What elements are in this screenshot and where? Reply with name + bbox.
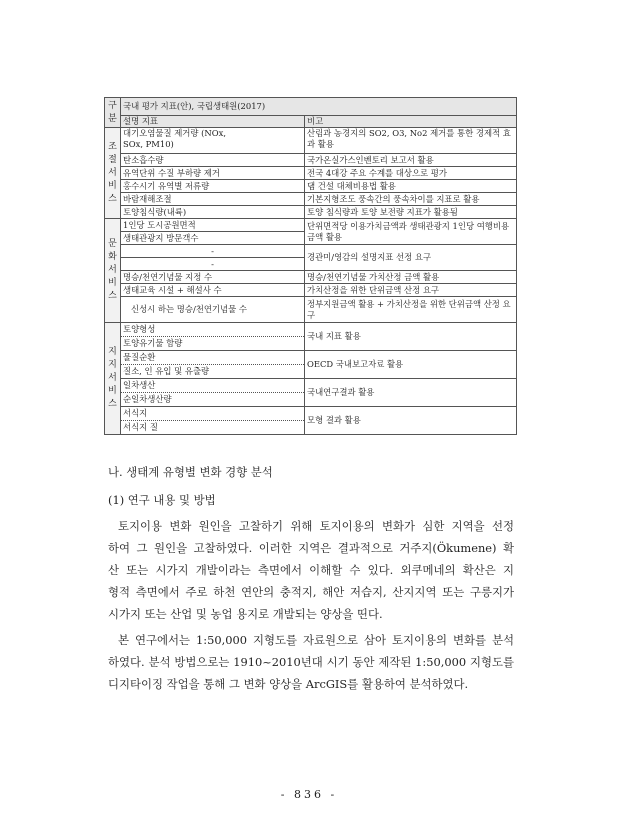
table-row <box>105 407 517 435</box>
note-cell: 국가온실가스인벤토리 보고서 활용 <box>305 154 517 167</box>
note-cell: 정부지원금액 활용 + 가치산정을 위한 단위금액 산정 요구 <box>305 297 517 323</box>
indicator-cell: 유역단위 수질 부하량 제거 <box>121 167 305 180</box>
indicator-main: 일차생산 <box>123 380 156 390</box>
column-header-indicator: 설명 지표 <box>121 116 305 128</box>
table-row <box>105 284 517 297</box>
note-cell: 경관미/영감의 설명지표 선정 요구 <box>305 245 517 271</box>
table-row <box>105 206 517 219</box>
paragraph-line: 하였다. 분석 방법으로는 1910~2010년대 시기 동안 제작된 1:50,000 지형도를 <box>108 655 514 669</box>
indicator-cell: 생태관광지 방문객수 <box>121 232 305 245</box>
note-cell: 가치산정을 위한 단위금액 산정 요구 <box>305 284 517 297</box>
table-row <box>105 297 517 323</box>
indicator-sub: 서식지 질 <box>121 420 304 434</box>
note-cell: 토양 침식량과 토양 보전량 지표가 활용됨 <box>305 206 517 219</box>
column-header-note: 비고 <box>305 116 517 128</box>
category-cultural: 문화서비스 <box>105 219 121 323</box>
category-supporting: 지지서비스 <box>105 323 121 435</box>
table-row <box>105 128 517 154</box>
indicator-cell: - <box>121 258 305 271</box>
indicator-main: 토양형성 <box>123 324 156 334</box>
indicator-cell <box>121 407 305 435</box>
section-heading: 나. 생태계 유형별 변화 경향 분석 <box>108 465 273 479</box>
table-row <box>105 351 517 379</box>
section-subheading: (1) 연구 내용 및 방법 <box>108 493 216 507</box>
table-row <box>105 167 517 180</box>
column-header-row <box>105 116 517 128</box>
table-row <box>105 154 517 167</box>
note-cell: 단위면적당 이용가치금액과 생태관광지 1인당 여행비용 금액 활용 <box>305 219 517 245</box>
table-row <box>105 245 517 258</box>
category-regulating: 조절서비스 <box>105 128 121 219</box>
note-cell: 국내연구결과 활용 <box>305 379 517 407</box>
indicator-cell: - <box>121 245 305 258</box>
table-title-row <box>105 98 517 116</box>
indicator-sub: 순일차생산량 <box>121 392 304 406</box>
indicator-cell: 바람재해조절 <box>121 193 305 206</box>
indicator-sub: 질소, 인 유입 및 유출량 <box>121 364 304 378</box>
category-header-cell <box>105 98 121 128</box>
paragraph-line: 형적 측면에서 주로 하천 연안의 충적지, 해안 저습지, 산지지역 또는 구릉지가 <box>108 585 514 599</box>
table-row <box>105 180 517 193</box>
indicator-cell <box>121 351 305 379</box>
paragraph-line: 산 또는 시가지 개발이라는 측면에서 이해할 수 있다. 외쿠메네의 확산은 지 <box>108 563 514 577</box>
note-cell: 전국 4대강 주요 수계를 대상으로 평가 <box>305 167 517 180</box>
indicator-main: 서식지 <box>123 408 148 418</box>
note-cell: OECD 국내보고자료 활용 <box>305 351 517 379</box>
paragraph-line: 하여 그 원인을 고찰하였다. 이러한 지역은 결과적으로 거주지(Ökumene) 확 <box>108 541 514 555</box>
indicator-cell: 1인당 도시공원면적 <box>121 219 305 232</box>
indicator-cell <box>121 379 305 407</box>
paragraph-line: 디지타이징 작업을 통해 그 변화 양상을 ArcGIS를 활용하여 분석하였다. <box>108 677 469 691</box>
ecosystem-service-indicator-table <box>104 97 517 435</box>
indicator-cell: 명승/천연기념물 지정 수 <box>121 271 305 284</box>
paragraph-line: 토지이용 변화 원인을 고찰하기 위해 토지이용의 변화가 심한 지역을 선정 <box>118 519 514 533</box>
indicator-sub: 토양유기물 함량 <box>121 336 304 350</box>
note-cell: 명승/천연기념물 가치산정 금액 활용 <box>305 271 517 284</box>
indicator-cell: 토양침식량(내륙) <box>121 206 305 219</box>
table-row <box>105 271 517 284</box>
page-number: - 836 - <box>280 788 338 801</box>
category-header: 구분 <box>108 100 117 124</box>
paragraph-line: 시가지 또는 산업 및 농업 용지로 개발되는 양상을 띤다. <box>108 607 383 621</box>
indicator-cell: 대기오염물질 제거량 (NOx, SOx, PM10) <box>121 128 305 154</box>
table-title: 국내 평가 지표(안), 국립생태원(2017) <box>121 98 517 116</box>
note-cell: 산림과 농경지의 SO2, O3, No2 제거를 통한 경제적 효과 활용 <box>305 128 517 154</box>
indicator-cell <box>121 323 305 351</box>
table-row <box>105 219 517 232</box>
table-row <box>105 193 517 206</box>
table-row <box>105 379 517 407</box>
indicator-cell: 탄소흡수량 <box>121 154 305 167</box>
table-row <box>105 323 517 351</box>
note-cell: 댐 건설 대체비용법 활용 <box>305 180 517 193</box>
indicator-cell: 홍수시기 유역별 저류량 <box>121 180 305 193</box>
indicator-main: 물질순환 <box>123 352 156 362</box>
note-cell: 모형 결과 활용 <box>305 407 517 435</box>
note-cell: 국내 지표 활용 <box>305 323 517 351</box>
indicator-cell: 생태교육 시설 + 해설사 수 <box>121 284 305 297</box>
note-cell: 기본지형조도 풍속간의 풍속차이를 지표로 활용 <box>305 193 517 206</box>
indicator-cell: 신성시 하는 명승/천연기념물 수 <box>121 297 305 323</box>
paragraph-line: 본 연구에서는 1:50,000 지형도를 자료원으로 삼아 토지이용의 변화를 분석 <box>118 633 514 647</box>
